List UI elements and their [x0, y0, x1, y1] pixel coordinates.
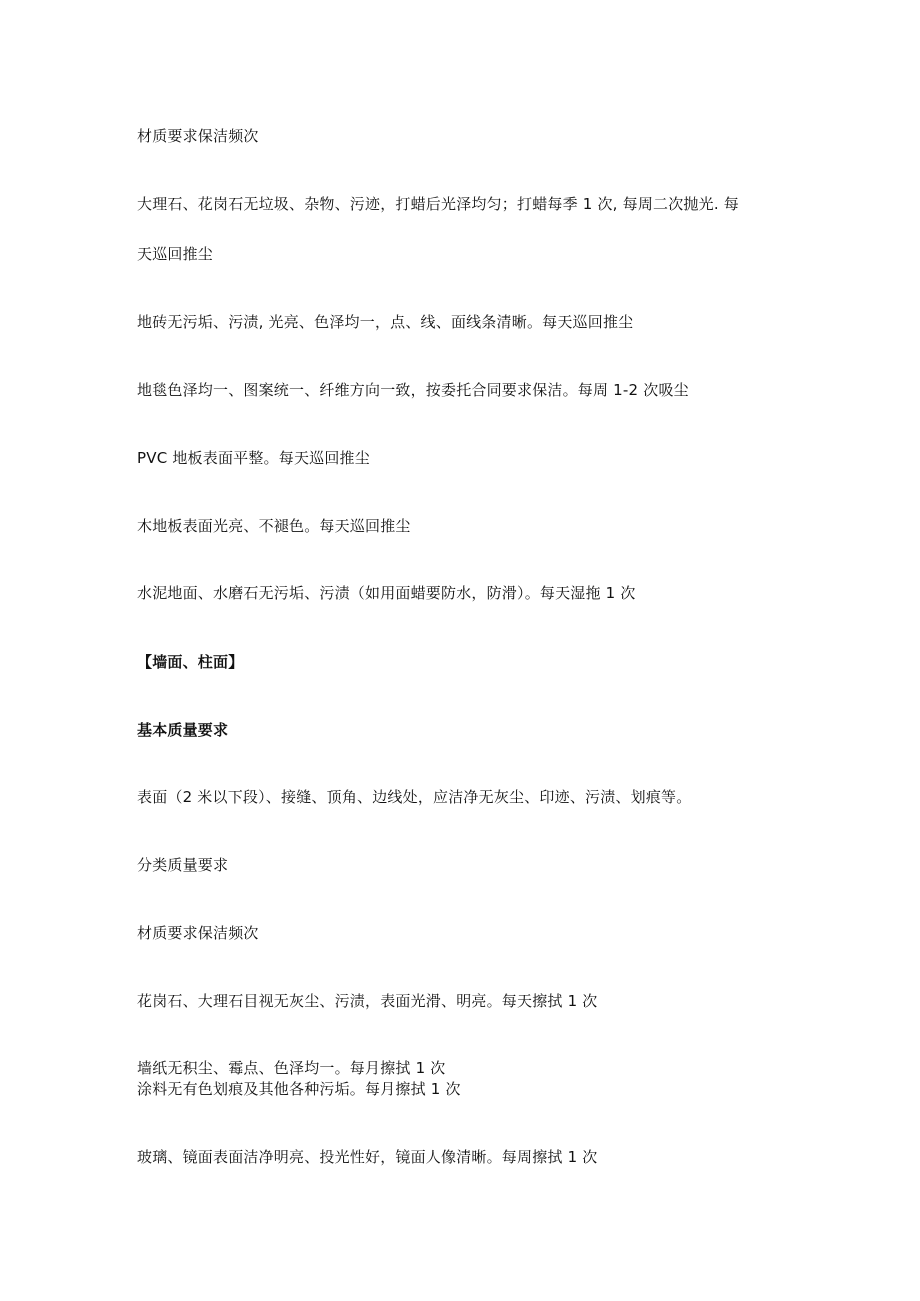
floor-item-carpet: 地毯色泽均一、图案统一、纤维方向一致，按委托合同要求保洁。每周 1-2 次吸尘	[137, 381, 689, 399]
floor-item-marble: 大理石、花岗石无垃圾、杂物、污迹，打蜡后光泽均匀；打蜡每季 1 次, 每周二次抛光. 每	[137, 195, 739, 213]
floor-item-cement: 水泥地面、水磨石无污垢、污渍（如用面蜡要防水，防滑）。每天湿拖 1 次	[137, 584, 636, 602]
wall-item-wallpaper: 墙纸无积尘、霉点、色泽均一。每月擦拭 1 次	[137, 1059, 446, 1077]
floor-item-tile: 地砖无污垢、污渍, 光亮、色泽均一，点、线、面线条清晰。每天巡回推尘	[137, 313, 634, 331]
floor-item-marble-cont: 天巡回推尘	[137, 245, 214, 263]
subheading-category-quality: 分类质量要求	[137, 856, 229, 874]
table-header-floor: 材质要求保洁频次	[137, 127, 259, 145]
floor-item-wood: 木地板表面光亮、不褪色。每天巡回推尘	[137, 517, 411, 535]
wall-item-granite: 花岗石、大理石目视无灰尘、污渍，表面光滑、明亮。每天擦拭 1 次	[137, 992, 598, 1010]
subheading-basic-quality: 基本质量要求	[137, 721, 229, 739]
table-header-wall: 材质要求保洁频次	[137, 924, 259, 942]
section-heading-wall: 【墙面、柱面】	[137, 653, 244, 671]
basic-quality-text: 表面（2 米以下段）、接缝、顶角、边线处，应洁净无灰尘、印迹、污渍、划痕等。	[137, 788, 692, 806]
wall-item-paint: 涂料无有色划痕及其他各种污垢。每月擦拭 1 次	[137, 1080, 461, 1098]
wall-item-glass: 玻璃、镜面表面洁净明亮、投光性好，镜面人像清晰。每周擦拭 1 次	[137, 1148, 598, 1166]
floor-item-pvc: PVC 地板表面平整。每天巡回推尘	[137, 449, 370, 467]
